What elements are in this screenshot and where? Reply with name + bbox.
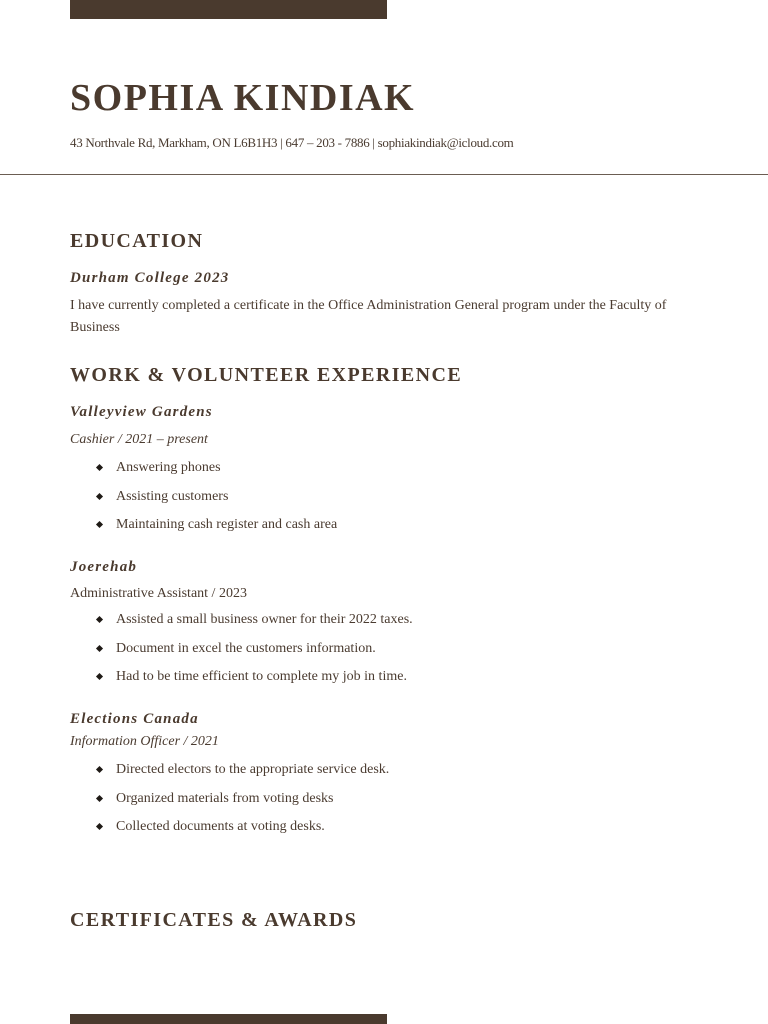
- list-item-text: Assisted a small business owner for their 2022 taxes.: [116, 612, 413, 627]
- list-item: [94, 611, 413, 640]
- list-item-text: Answering phones: [116, 460, 221, 475]
- education-school: Durham College 2023: [70, 270, 230, 286]
- job-role-elections-canada: Information Officer / 2021: [70, 734, 219, 749]
- list-item-text: Document in excel the customers information.: [116, 640, 376, 656]
- list-item: [94, 488, 337, 517]
- experience-heading: WORK & VOLUNTEER EXPERIENCE: [70, 364, 463, 386]
- list-item: [94, 640, 413, 669]
- candidate-name: SOPHIA KINDIAK: [70, 77, 416, 119]
- list-item: [94, 668, 413, 697]
- list-item: [94, 790, 389, 819]
- list-item-text: Maintaining cash register and cash area: [116, 517, 338, 532]
- top-accent-bar: [70, 0, 387, 19]
- bullet-diamond-icon: [96, 794, 103, 801]
- bullet-diamond-icon: [96, 644, 103, 651]
- job-role-joerehab: Administrative Assistant / 2023: [70, 586, 247, 601]
- job-org-joerehab: Joerehab: [70, 559, 138, 575]
- job-role-valleyview: Cashier / 2021 – present: [70, 432, 208, 447]
- bullet-diamond-icon: [96, 766, 103, 773]
- education-description: I have currently completed a certificate in the Office Administration General program under the Faculty of Business: [70, 298, 667, 335]
- bullet-diamond-icon: [96, 521, 103, 528]
- header-divider: [0, 174, 768, 175]
- bullet-diamond-icon: [96, 616, 103, 623]
- bullet-diamond-icon: [96, 464, 103, 471]
- job-org-valleyview: Valleyview Gardens: [70, 404, 213, 420]
- bottom-accent-bar: [70, 1014, 387, 1024]
- job-bullets-elections-canada: [94, 761, 389, 847]
- list-item-text: Directed electors to the appropriate service desk.: [116, 762, 390, 777]
- list-item-text: Collected documents at voting desks.: [116, 819, 325, 834]
- job-org-elections-canada: Elections Canada: [70, 711, 199, 727]
- contact-info: 43 Northvale Rd, Markham, ON L6B1H3 | 647 – 203 - 7886 | sophiakindiak@icloud.com: [70, 135, 514, 150]
- bullet-diamond-icon: [96, 492, 103, 499]
- list-item: [94, 761, 389, 790]
- education-heading: EDUCATION: [70, 230, 204, 252]
- list-item-text: Assisting customers: [116, 488, 229, 504]
- bullet-diamond-icon: [96, 823, 103, 830]
- job-bullets-joerehab: [94, 611, 413, 697]
- job-bullets-valleyview: [94, 459, 337, 545]
- certificates-heading: CERTIFICATES & AWARDS: [70, 909, 358, 931]
- list-item: [94, 459, 337, 488]
- bullet-diamond-icon: [96, 673, 103, 680]
- list-item: [94, 516, 337, 545]
- list-item: [94, 818, 389, 847]
- list-item-text: Organized materials from voting desks: [116, 790, 334, 806]
- list-item-text: Had to be time efficient to complete my job in time.: [116, 669, 407, 684]
